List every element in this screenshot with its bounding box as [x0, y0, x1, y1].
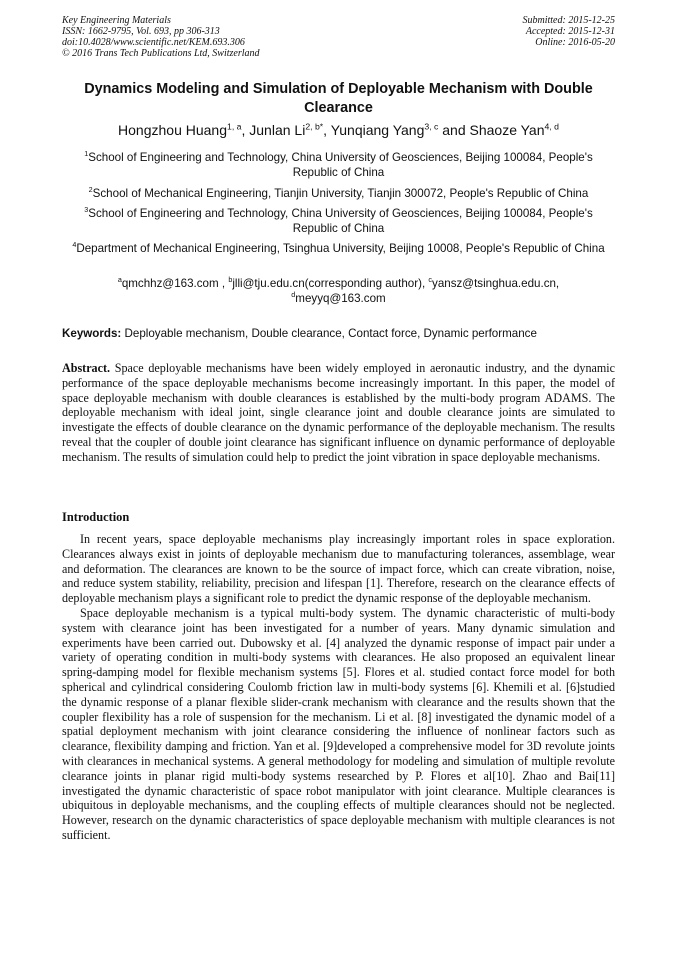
author-name: Hongzhou Huang	[118, 122, 228, 138]
author-affil-mark: 2, b*	[305, 121, 324, 132]
affiliation	[62, 186, 615, 201]
affiliation-mark: 1	[84, 149, 89, 159]
author-separator: ,	[323, 122, 331, 138]
author-affil-mark: 4, d	[544, 121, 559, 132]
affiliation	[62, 150, 615, 180]
affiliation-text: School of Engineering and Technology, China University of Geosciences, Beijing 100084, People's Republic of China	[88, 207, 593, 235]
affiliation-mark: 3	[84, 205, 89, 215]
affiliation-text: Department of Mechanical Engineering, Tsinghua University, Beijing 10008, People's Republic of China	[76, 242, 605, 255]
author-separator: ,	[241, 122, 250, 138]
submission-dates	[523, 15, 616, 48]
online-date: Online: 2016-05-20	[535, 37, 615, 48]
affiliation	[62, 241, 615, 256]
email-mark: a	[117, 275, 122, 285]
affiliation-mark: 2	[88, 185, 93, 195]
accepted-date: Accepted: 2015-12-31	[525, 26, 615, 37]
email-text: qmchhz@163.com ,	[121, 277, 229, 290]
introduction-body	[62, 532, 615, 843]
affiliation-mark: 4	[72, 240, 77, 250]
submitted-date: Submitted: 2015-12-25	[522, 15, 615, 26]
abstract-label: Abstract.	[62, 361, 111, 375]
journal-info	[62, 15, 260, 59]
author-list	[62, 121, 615, 139]
author-affil-mark: 3, c	[424, 121, 439, 132]
author-affil-mark: 1, a	[227, 121, 242, 132]
journal-name: Key Engineering Materials	[62, 15, 171, 26]
affiliation	[62, 206, 615, 236]
author-name: Junlan Li	[249, 122, 306, 138]
email-text: jlli@tju.edu.cn(corresponding author),	[232, 277, 429, 290]
journal-copyright: © 2016 Trans Tech Publications Ltd, Switzerland	[62, 48, 260, 59]
author-name: Yunqiang Yang	[330, 122, 425, 138]
keywords	[62, 326, 615, 341]
journal-doi: doi:10.4028/www.scientific.net/KEM.693.306	[62, 37, 245, 48]
affiliation-text: School of Mechanical Engineering, Tianjin University, Tianjin 300072, People's Republic of China	[92, 187, 589, 200]
affiliation-text: School of Engineering and Technology, China University of Geosciences, Beijing 100084, People's Republic of China	[88, 151, 593, 179]
keywords-label: Keywords:	[62, 327, 122, 340]
email-mark: d	[291, 290, 296, 300]
section-heading: Introduction	[62, 510, 130, 524]
journal-issn: ISSN: 1662-9795, Vol. 693, pp 306-313	[62, 26, 220, 37]
author-separator: and	[438, 122, 470, 138]
email-text: meyyq@163.com	[295, 292, 386, 305]
author-name: Shaoze Yan	[469, 122, 545, 138]
paragraph: Space deployable mechanism is a typical multi-body system. The dynamic characteristic of multi-body system with clearance joint has been investigated for a number of years. Many dynamic simulation and experiments have been carried out. Dubowsky et al. [4] analyzed the dynamic response of impact pair under a variety of operating condition in multi-body systems with clearances. He also proposed an equivalent linear spring-damping model for flexible mechanism systems [5]. Flores et al. studied contact force model for both spherical and cylindrical considering Coulomb friction law in multi-body systems [6]. Khemili et al. [6]studied the dynamic response of a planar flexible slider-crank mechanism with clearance and the results shown that the coupler flexibility has a role of suspension for the mechanism. Li et al. [8] investigated the dynamic model of a spatial deployment mechanism with joint clearance considering the influence of nonlinear factors such as clearance, flexibility damping and friction. Yan et al. [9]developed a comprehensive model for 3D revolute joints with clearances in mechanical systems. A general methodology for modeling and simulation of multiple revolute clearance joints in planar rigid multi-body systems researched by P. Flores et al[10]. Zhao and Bai[11] investigated the dynamic characteristic of space robot manipulator with joint clearance. Multiple clearances is ubiquitous in deployable mechanisms, and the coupling effects of multiple clearances should not be neglected. However, research on the dynamic characteristics of space deployable mechanism with multiple clearances is not sufficient.	[62, 605, 615, 842]
author-emails	[62, 276, 615, 306]
abstract-text: Space deployable mechanisms have been widely employed in aeronautic industry, and the dynamic performance of the space deployable mechanisms become increasingly important. In this paper, the model of space deployable mechanism with double clearances is established by the multi-body program ADAMS. The deployable mechanism with ideal joint, single clearance joint and double clearance joints are simulated to investigate the effects of double clearance on the dynamic performance of the deployable mechanism. The results reveal that the coupler of double joint clearance has significant influence on dynamic performance of deployable mechanism. The results of simulation could help to predict the joint vibration in space deployable mechanisms.	[62, 361, 615, 464]
keywords-text: Deployable mechanism, Double clearance, Contact force, Dynamic performance	[121, 327, 537, 340]
email-mark: b	[228, 275, 233, 285]
paragraph: In recent years, space deployable mechanisms play increasingly important roles in space exploration. Clearances always exist in joints of deployable mechanism due to manufacturing tolerances, assemblage, wear and deformation. The clearances are known to be the source of impact force, which can create vibration, noise, and reduce system stability, reliability, precision and lifespan [1]. Therefore, research on the clearance effects of deployable mechanism plays a significant role to predict the dynamic response of the deployable mechanism.	[62, 532, 615, 606]
paper-title: Dynamics Modeling and Simulation of Deployable Mechanism with Double Clearance	[84, 81, 593, 116]
abstract	[62, 361, 615, 465]
email-text: yansz@tsinghua.edu.cn,	[432, 277, 560, 290]
email-mark: c	[428, 275, 433, 285]
